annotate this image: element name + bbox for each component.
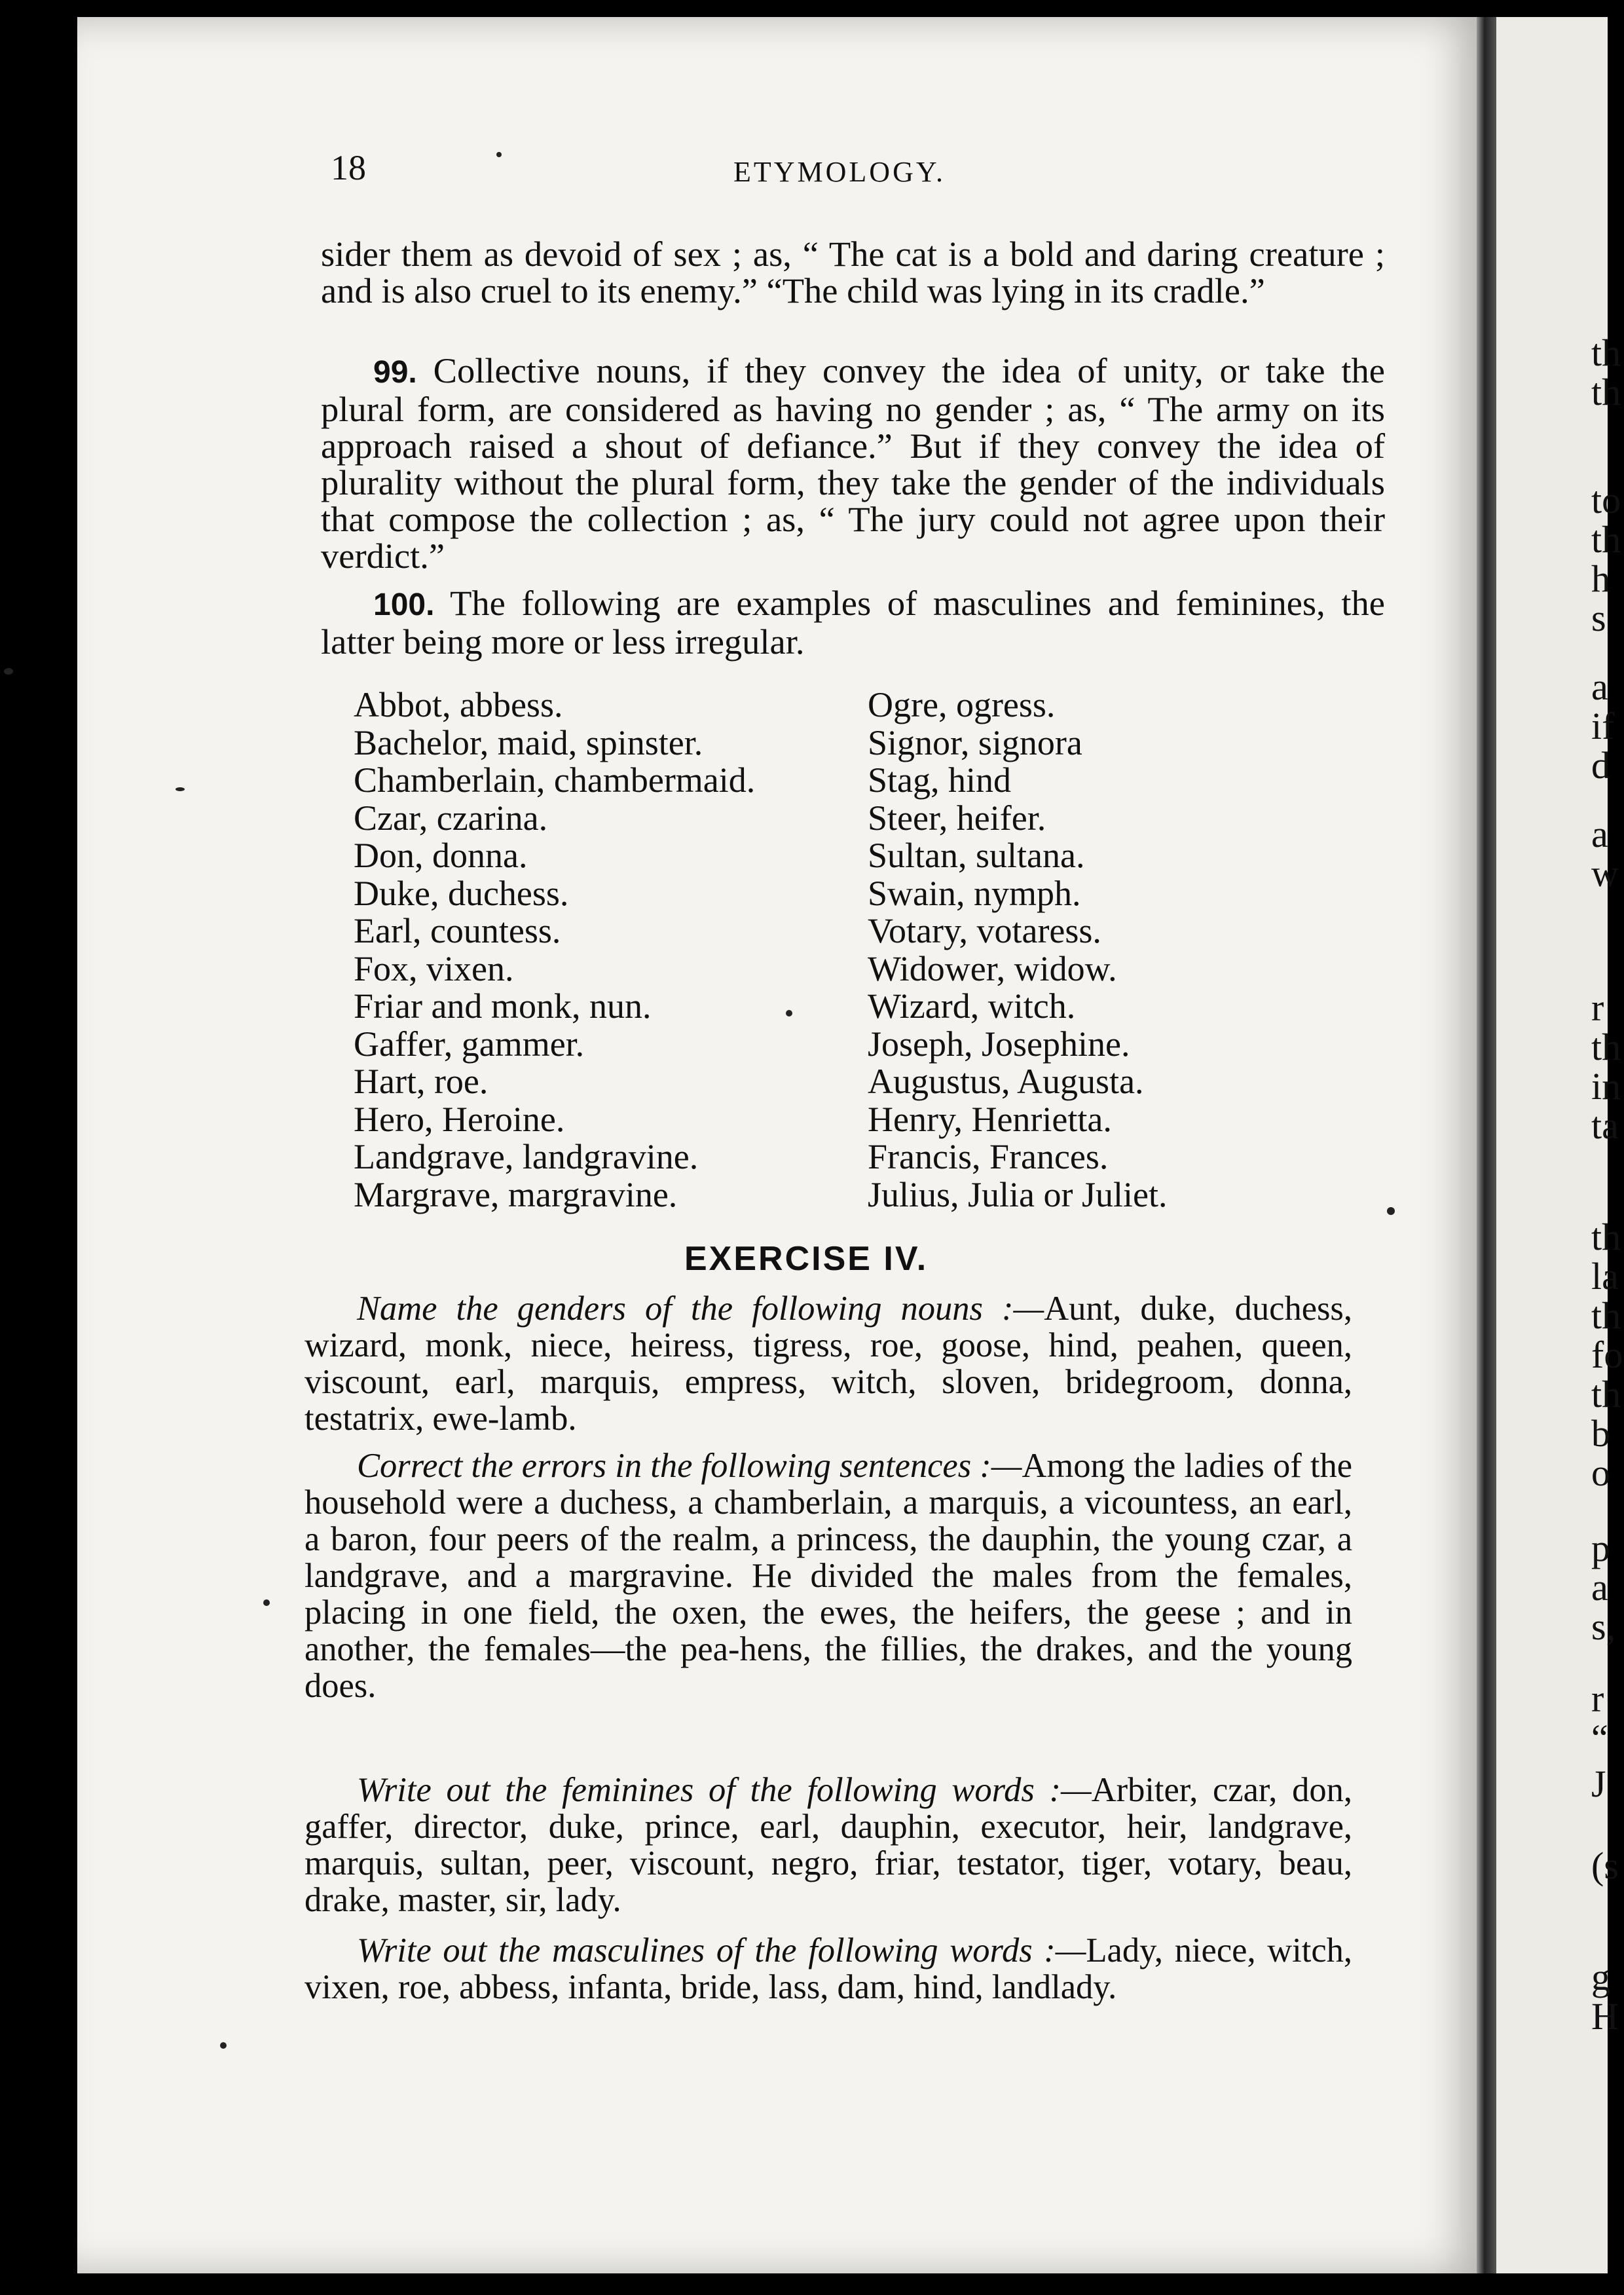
right-page-fragment: b [1591,1412,1610,1455]
example-item: Stag, hind [868,760,1012,800]
scan-speck [786,1010,792,1017]
example-item: Votary, votaress. [868,911,1101,950]
example-item: Julius, Julia or Juliet. [868,1174,1168,1214]
right-page-fragment: o [1591,1451,1610,1494]
right-page-fragment: fo [1591,1334,1623,1376]
examples-right-column [868,686,1168,1214]
example-item: Don, donna. [354,836,528,875]
right-page-fragment: s, [1591,1605,1616,1648]
paragraph-99 [321,352,1385,574]
right-page-fragment: w [1591,852,1619,895]
example-item: Landgrave, landgravine. [354,1137,699,1176]
paragraph-number: 99. [373,355,417,390]
example-item: Hero, Heroine. [354,1099,565,1139]
right-page-fragment: th [1591,1216,1621,1258]
example-item: Fox, vixen. [354,948,514,988]
example-item: Abbot, abbess. [354,685,563,724]
right-page-fragment: th [1591,1373,1621,1415]
scan-speck [1387,1207,1395,1215]
right-page-fragment: r [1591,986,1604,1029]
right-page-fragment: (s [1591,1844,1619,1887]
exercise-heading: EXERCISE IV. [684,1240,929,1278]
example-item: Czar, czarina. [354,798,548,838]
right-page-fragment: s [1591,597,1606,639]
right-page-fragment: p [1591,1527,1610,1569]
right-page-fragment: th [1591,1026,1621,1068]
right-page-fragment: la [1591,1255,1619,1297]
example-item: Signor, signora [868,722,1082,762]
right-page-fragment: ta [1591,1104,1619,1147]
scan-speck [4,668,13,675]
right-page-fragment: h [1591,557,1610,600]
book-gutter [1477,17,1496,2273]
paragraph-text: The following are examples of masculines and feminines, the latter being more or less irregular. [321,583,1385,662]
scan-speck [175,787,185,791]
example-item: Margrave, margravine. [354,1174,678,1214]
exercise-item [304,1290,1352,1437]
example-item: Bachelor, maid, spinster. [354,722,703,762]
scan-speck [220,2042,227,2049]
right-page-fragment: “ [1591,1717,1608,1759]
example-item: Hart, roe. [354,1062,489,1101]
right-page-fragment: th [1591,518,1621,561]
exercise-text: Lady, niece, witch, vixen, roe, abbess, infanta, bride, lass, dam, hind, landlady. [304,1931,1353,2006]
example-item: Gaffer, gammer. [354,1024,585,1064]
exercise-instruction: Name the genders of the following nouns :— [357,1290,1044,1328]
examples-left-column [354,686,755,1214]
example-item: Duke, duchess. [354,873,569,913]
right-page-fragment: r [1591,1677,1604,1720]
example-item: Henry, Henrietta. [868,1099,1112,1139]
exercise-item [304,1447,1352,1704]
exercise-text: Among the ladies of the household were a duchess, a chamberlain, a marquis, a vicountess, an earl, a baron, four peers of the realm, a princess, the dauphin, the young czar, a landgrave, and a margravine. He divided the males from the females, placing in one field, the oxen, the ewes, the heifers, the geese ; and in another, the females—the pea-hens, the fillies, the drakes, and the young does. [304,1447,1352,1705]
example-item: Sultan, sultana. [868,836,1085,875]
exercise-text: Aunt, duke, duchess, wizard, monk, niece, heiress, tigress, roe, goose, hind, peahen, queen, viscount, earl, marquis, empress, witch, sloven, bridegroom, donna, testatrix, ewe-lamb. [304,1290,1352,1438]
section-title: ETYMOLOGY. [733,156,946,188]
exercise-text: Arbiter, czar, don, gaffer, director, duke, prince, earl, dauphin, executor, heir, landgrave, marquis, sultan, peer, viscount, negro, friar, testator, tiger, votary, beau, drake, master, sir, lady. [304,1771,1352,1919]
example-item: Widower, widow. [868,948,1117,988]
right-page-fragment: a [1591,813,1608,855]
exercise-instruction: Write out the feminines of the following words :— [357,1771,1092,1809]
continuation-text: sider them as devoid of sex ; as, “ The cat is a bold and daring creature ; and is also cruel to its enemy.” “The child was lying in its cradle.” [321,234,1385,310]
right-page-fragment: a [1591,665,1608,708]
exercise-item [304,1932,1352,2006]
example-item: Chamberlain, chambermaid. [354,760,756,800]
right-page-fragment: H [1591,1995,1619,2038]
exercise-instruction: Write out the masculines of the following words :— [357,1931,1086,1969]
right-page-fragment: J [1591,1763,1606,1805]
example-item: Earl, countess. [354,911,561,950]
scan-speck [263,1599,270,1606]
right-page-fragment: to [1591,479,1621,521]
exercise-instruction: Correct the errors in the following sentences :— [357,1447,1022,1485]
right-page-fragment: d [1591,744,1610,787]
paragraph-100 [321,585,1385,660]
example-item: Steer, heifer. [868,798,1046,838]
right-page-fragment: th [1591,331,1621,374]
example-item: Ogre, ogress. [868,685,1056,724]
right-page-fragment: a [1591,1566,1608,1609]
right-page-fragment: th [1591,371,1621,413]
example-item: Wizard, witch. [868,986,1076,1026]
example-item: Francis, Frances. [868,1137,1109,1176]
right-page-fragment: th [1591,1294,1621,1337]
example-item: Friar and monk, nun. [354,986,652,1026]
right-page-fragment: g [1591,1956,1610,1998]
right-page-fragment: if [1591,705,1615,747]
example-item: Augustus, Augusta. [868,1062,1144,1101]
exercise-item [304,1772,1352,1918]
paragraph-text: Collective nouns, if they convey the idea of unity, or take the plural form, are considered as having no gender ; as, “ The army on its approach raised a shout of defiance.” But if they convey the idea of plurality without the plural form, they take the gender of the individuals that compose the collection ; as, “ The jury could not agree upon their verdict.” [321,350,1385,576]
running-head [331,147,1378,200]
right-page-fragment: in [1591,1065,1621,1108]
paragraph-number: 100. [373,588,435,622]
page-number: 18 [331,148,366,187]
example-item: Joseph, Josephine. [868,1024,1130,1064]
example-item: Swain, nymph. [868,873,1081,913]
continuation-paragraph [321,236,1385,309]
scan-speck [496,152,502,157]
